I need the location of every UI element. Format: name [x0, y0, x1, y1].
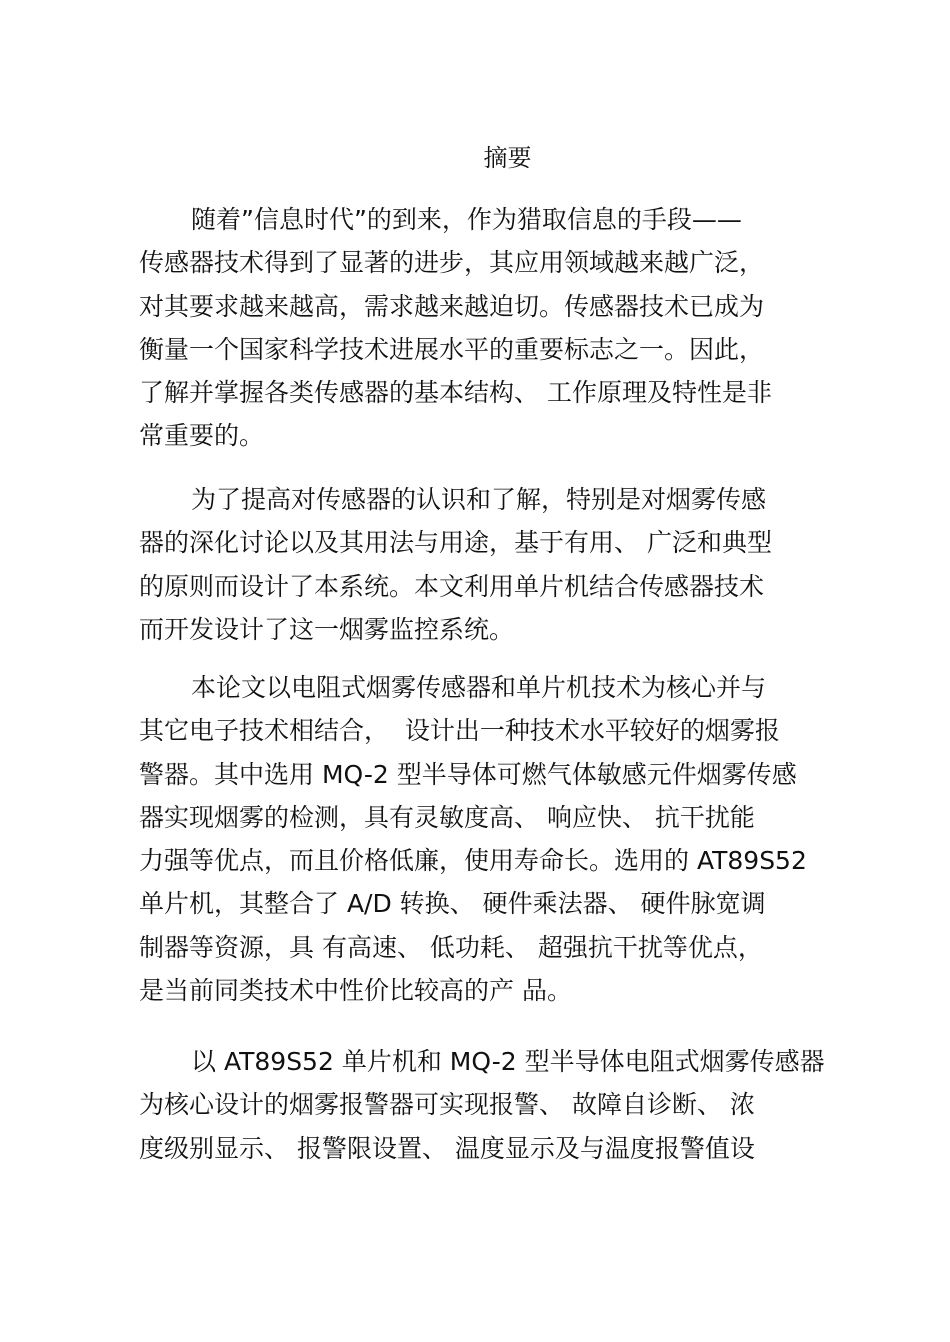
paragraph-line: 本论文以电阻式烟雾传感器和单片机技术为核心并与	[191, 673, 767, 702]
paragraph-line: 为了提高对传感器的认识和了解，特别是对烟雾传感	[191, 485, 767, 514]
paragraph-3	[139, 666, 807, 1012]
paragraph-2	[139, 478, 772, 651]
paragraph-line: 度级别显示、 报警限设置、 温度显示及与温度报警值设	[139, 1133, 755, 1163]
paragraph-line: 以 AT89S52 单片机和 MQ-2 型半导体电阻式烟雾传感器	[191, 1047, 825, 1076]
paragraph-line: 单片机，其整合了 A/D 转换、 硬件乘法器、 硬件脉宽调	[139, 889, 766, 919]
paragraph-line: 是当前同类技术中性价比较高的产 品。	[139, 976, 572, 1006]
paragraph-line: 随着”信息时代”的到来，作为猎取信息的手段——	[191, 205, 742, 234]
paragraph-line: 器实现烟雾的检测，具有灵敏度高、 响应快、 抗干扰能	[139, 802, 755, 832]
paragraph-line: 制器等资源，具 有高速、 低功耗、 超强抗干扰等优点，	[139, 932, 763, 962]
paragraph-line: 为核心设计的烟雾报警器可实现报警、 故障自诊断、 浓	[139, 1090, 755, 1120]
paragraph-line: 力强等优点，而且价格低廉，使用寿命长。选用的 AT89S52	[139, 846, 807, 876]
paragraph-line: 器的深化讨论以及其用法与用途，基于有用、 广泛和典型	[139, 528, 772, 558]
paragraph-line: 传感器技术得到了显著的进步，其应用领域越来越广泛，	[139, 248, 765, 278]
paragraph-line: 对其要求越来越高，需求越来越迫切。传感器技术已成为	[139, 291, 765, 321]
paragraph-line: 警器。其中选用 MQ-2 型半导体可燃气体敏感元件烟雾传感	[139, 759, 797, 789]
paragraph-line: 而开发设计了这一烟雾监控系统。	[139, 614, 515, 644]
abstract-title: 摘要	[483, 144, 532, 172]
paragraph-line: 的原则而设计了本系统。本文利用单片机结合传感器技术	[139, 571, 765, 601]
paragraph-4	[139, 1040, 825, 1170]
paragraph-line: 其它电子技术相结合， 设计出一种技术水平较好的烟雾报	[139, 716, 780, 746]
paragraph-line: 衡量一个国家科学技术进展水平的重要标志之一。因此，	[139, 334, 765, 364]
paragraph-line: 常重要的。	[139, 421, 265, 451]
paragraph-1	[139, 198, 772, 458]
paragraph-line: 了解并掌握各类传感器的基本结构、 工作原理及特性是非	[139, 378, 772, 408]
